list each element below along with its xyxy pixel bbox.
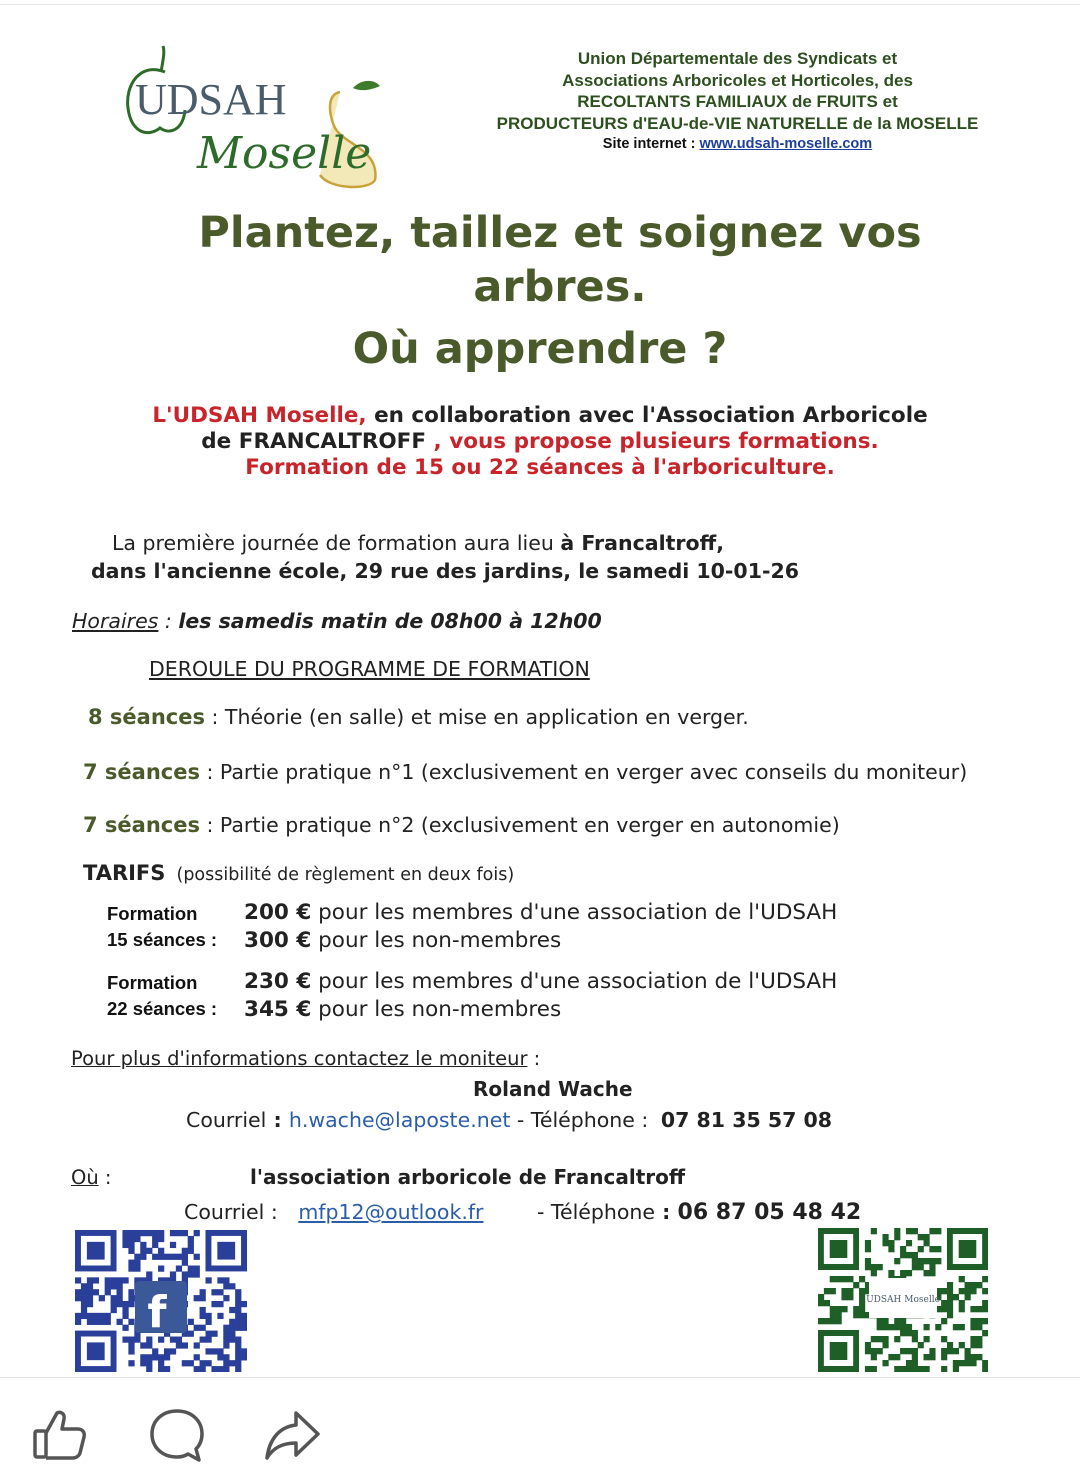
page-title bbox=[60, 206, 1060, 376]
first-day-line-2: dans l'ancienne école, 29 rue des jardins, le samedi 10-01-26 bbox=[91, 559, 800, 583]
tarif-group-1-label bbox=[107, 901, 217, 953]
tarif-desc: pour les membres d'une association de l'UDSAH bbox=[311, 969, 838, 994]
ou-sep: : bbox=[98, 1166, 112, 1189]
tarifs-note: (possibilité de règlement en deux fois) bbox=[176, 865, 515, 885]
first-day-text: La première journée de formation aura lieu bbox=[112, 531, 561, 555]
tarif-label-line: 15 séances : bbox=[107, 929, 218, 950]
contact-intro-sep: : bbox=[527, 1047, 541, 1070]
ou-phone: 06 87 05 48 42 bbox=[677, 1200, 862, 1225]
ou-label: Où bbox=[71, 1166, 99, 1189]
share-icon bbox=[262, 1405, 322, 1465]
contact-email-label: Courriel bbox=[186, 1108, 267, 1132]
horaires-value: les samedis matin de 08h00 à 12h00 bbox=[178, 609, 602, 633]
website-label: Site internet : bbox=[602, 136, 696, 152]
comment-icon bbox=[147, 1405, 207, 1465]
udsah-logo bbox=[125, 40, 385, 190]
intro-propose: , vous propose plusieurs formations. bbox=[426, 429, 879, 454]
ou-phone-row bbox=[537, 1198, 861, 1227]
tarif-label-line: 22 séances : bbox=[107, 998, 218, 1019]
programme-item bbox=[83, 811, 840, 839]
tarif-price: 230 € bbox=[244, 969, 312, 994]
tarif-desc: pour les membres d'une association de l'UDSAH bbox=[311, 900, 838, 925]
ou-label-row bbox=[71, 1164, 112, 1192]
title-line-2: arbres. bbox=[473, 262, 647, 312]
ou-email-row bbox=[184, 1198, 483, 1226]
tarif-price: 345 € bbox=[244, 997, 312, 1022]
tarif-label-line: Formation bbox=[107, 903, 198, 924]
programme-heading: DEROULE DU PROGRAMME DE FORMATION bbox=[149, 657, 590, 681]
logo-text-moselle: Moselle bbox=[197, 128, 372, 179]
bottom-divider bbox=[0, 1377, 1080, 1378]
intro-paragraph bbox=[100, 403, 980, 481]
website-qr-code[interactable] bbox=[818, 1228, 990, 1370]
programme-item-desc: : Théorie (en salle) et mise en application en verger. bbox=[204, 705, 749, 729]
programme-item-count: 7 séances bbox=[83, 813, 200, 837]
programme-item bbox=[88, 703, 749, 731]
programme-item-desc: : Partie pratique n°1 (exclusivement en verger avec conseils du moniteur) bbox=[199, 760, 968, 784]
contact-email-sep: : bbox=[266, 1108, 289, 1132]
qr-center-logo-text: UDSAH Moselle bbox=[866, 1295, 940, 1305]
organization-header bbox=[470, 48, 1005, 156]
tarif-group-2-prices bbox=[244, 968, 837, 1024]
top-divider bbox=[0, 4, 1080, 5]
ou-phone-label: - Téléphone bbox=[537, 1200, 656, 1224]
website-line bbox=[470, 134, 1005, 156]
org-line-1: Union Départementale des Syndicats et bbox=[577, 49, 898, 68]
programme-item-desc: : Partie pratique n°2 (exclusivement en verger en autonomie) bbox=[199, 813, 840, 837]
like-icon bbox=[30, 1405, 90, 1465]
org-line-3: RECOLTANTS FAMILIAUX de FRUITS et bbox=[577, 92, 898, 111]
tarif-group-1-prices bbox=[244, 899, 837, 955]
contact-intro bbox=[71, 1045, 540, 1073]
org-line-2: Associations Arboricoles et Horticoles, des bbox=[562, 70, 913, 90]
facebook-qr-code[interactable] bbox=[75, 1230, 247, 1372]
horaires-label: Horaires bbox=[72, 609, 159, 633]
tarif-group-2-label bbox=[107, 970, 217, 1022]
tarif-desc: pour les non-membres bbox=[311, 928, 562, 953]
ou-email-label: Courriel : bbox=[184, 1200, 278, 1224]
contact-name: Roland Wache bbox=[473, 1077, 633, 1101]
contact-intro-text: Pour plus d'informations contactez le moniteur bbox=[71, 1047, 528, 1070]
tarif-price: 200 € bbox=[244, 900, 312, 925]
intro-collab: en collaboration avec l'Association Arboricole bbox=[366, 403, 928, 428]
tarifs-heading: TARIFS bbox=[83, 861, 166, 885]
programme-item-count: 8 séances bbox=[88, 705, 205, 729]
facebook-letter: f bbox=[147, 1287, 167, 1338]
contact-details bbox=[186, 1106, 832, 1134]
tarif-desc: pour les non-membres bbox=[311, 997, 562, 1022]
contact-email-link[interactable]: h.wache@laposte.net bbox=[288, 1108, 511, 1132]
first-day-line-1 bbox=[112, 529, 724, 557]
org-line-4: PRODUCTEURS d'EAU-de-VIE NATURELLE de la MOSELLE bbox=[496, 113, 979, 133]
contact-phone: 07 81 35 57 08 bbox=[660, 1108, 833, 1132]
title-line-1: Plantez, taillez et soignez vos bbox=[198, 208, 922, 258]
contact-phone-label: - Téléphone : bbox=[510, 1108, 655, 1132]
tarif-price: 300 € bbox=[244, 928, 312, 953]
share-button[interactable] bbox=[262, 1405, 322, 1465]
title-line-3: Où apprendre ? bbox=[352, 324, 728, 374]
ou-email-link[interactable]: mfp12@outlook.fr bbox=[298, 1200, 484, 1224]
programme-item-count: 7 séances bbox=[83, 760, 200, 784]
like-button[interactable] bbox=[30, 1405, 90, 1465]
horaires bbox=[72, 607, 602, 635]
intro-formation: Formation de 15 ou 22 séances à l'arboriculture. bbox=[245, 455, 835, 480]
first-day-location: à Francaltroff, bbox=[560, 531, 724, 555]
comment-button[interactable] bbox=[147, 1405, 207, 1465]
intro-udsah: L'UDSAH Moselle, bbox=[152, 403, 367, 428]
tarif-label-line: Formation bbox=[107, 972, 198, 993]
horaires-sep: : bbox=[158, 609, 179, 633]
ou-phone-sep: : bbox=[655, 1200, 678, 1224]
programme-item bbox=[83, 758, 967, 786]
intro-francaltroff: de FRANCALTROFF bbox=[201, 429, 427, 454]
tarifs-heading-row bbox=[83, 861, 514, 885]
logo-text-udsah: UDSAH bbox=[135, 75, 287, 124]
website-link[interactable]: www.udsah-moselle.com bbox=[699, 136, 873, 152]
ou-association: l'association arboricole de Francaltroff bbox=[250, 1165, 686, 1189]
